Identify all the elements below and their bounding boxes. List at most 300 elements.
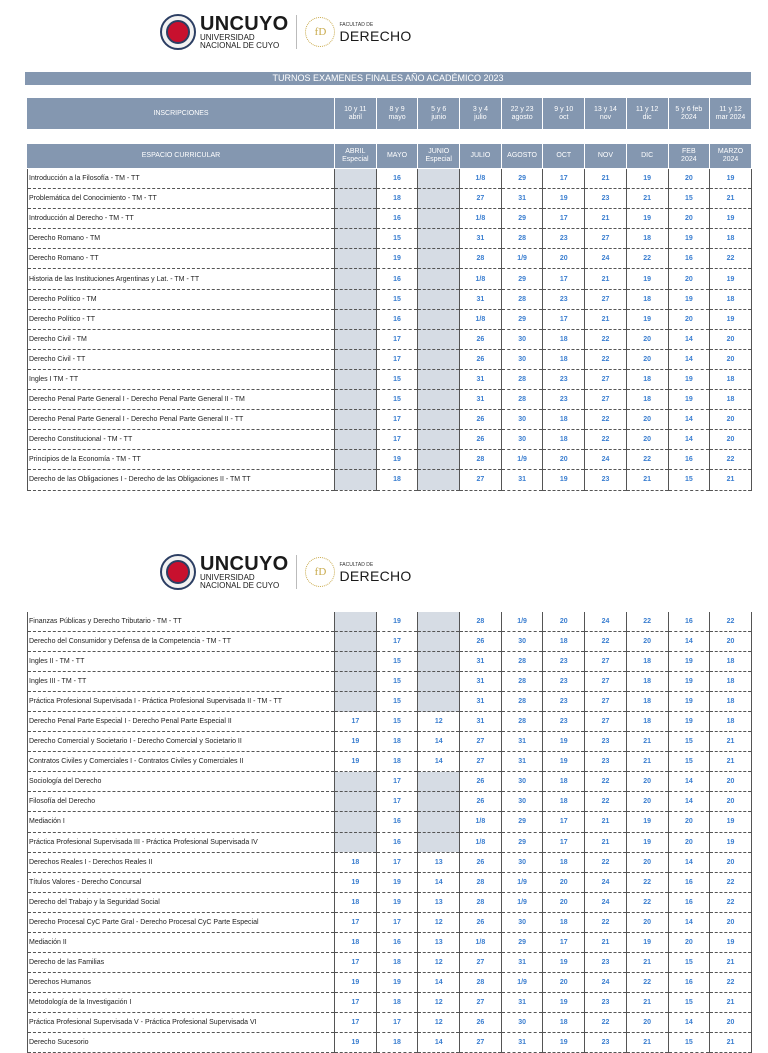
course-name: Derecho Sucesorio: [28, 1032, 335, 1052]
exam-date-cell: 20: [710, 329, 752, 349]
exam-date-cell: 24: [585, 872, 627, 892]
course-name: Derecho de las Obligaciones I - Derecho de las Obligaciones II - TM TT: [28, 470, 335, 490]
exam-date-cell: 26: [460, 430, 502, 450]
table-row: [28, 169, 752, 189]
exam-date-cell: 27: [585, 712, 627, 732]
course-name: Derecho Civil - TM: [28, 329, 335, 349]
exam-date-cell: 18: [626, 692, 668, 712]
logo-divider: [296, 555, 297, 589]
month-header-5: OCT: [543, 144, 585, 169]
exam-date-cell: 15: [668, 752, 710, 772]
exam-date-cell: 19: [543, 732, 585, 752]
exam-date-cell: 12: [418, 912, 460, 932]
table-row: [28, 892, 752, 912]
exam-date-cell: 22: [626, 450, 668, 470]
course-name: Ingles III - TM - TT: [28, 672, 335, 692]
exam-date-cell: 18: [710, 369, 752, 389]
university-seal-icon: [160, 554, 196, 590]
table-row: [28, 1032, 752, 1052]
exam-date-cell: 23: [543, 672, 585, 692]
exam-date-cell: 20: [668, 309, 710, 329]
exam-date-cell: 28: [460, 450, 502, 470]
university-brand: UNCUYO UNIVERSIDAD NACIONAL DE CUYO: [200, 553, 289, 590]
exam-date-cell: 20: [668, 932, 710, 952]
exam-date-cell: 19: [543, 1032, 585, 1052]
exam-schedule-table-1: [27, 143, 752, 491]
exam-date-cell: 18: [710, 672, 752, 692]
logo-header-page2: [160, 550, 412, 594]
exam-date-cell: 19: [626, 832, 668, 852]
exam-date-cell: [335, 309, 377, 329]
exam-date-cell: 17: [543, 832, 585, 852]
table-row: [28, 812, 752, 832]
exam-date-cell: [335, 812, 377, 832]
exam-date-cell: 18: [710, 692, 752, 712]
exam-date-cell: 1/8: [460, 209, 502, 229]
exam-date-cell: [418, 169, 460, 189]
exam-date-cell: 14: [668, 792, 710, 812]
exam-date-cell: 15: [376, 229, 418, 249]
exam-date-cell: 19: [626, 812, 668, 832]
exam-date-cell: [335, 832, 377, 852]
exam-date-cell: 20: [626, 792, 668, 812]
table-row: [28, 249, 752, 269]
exam-date-cell: 18: [376, 992, 418, 1012]
course-name: Derecho Penal Parte General I - Derecho Penal Parte General II - TM: [28, 390, 335, 410]
exam-date-cell: 18: [543, 912, 585, 932]
exam-date-cell: 16: [376, 832, 418, 852]
exam-date-cell: 14: [668, 1012, 710, 1032]
exam-date-cell: [418, 772, 460, 792]
course-name: Finanzas Públicas y Derecho Tributario - TM - TT: [28, 612, 335, 632]
exam-date-cell: 16: [668, 892, 710, 912]
university-seal-icon: [160, 14, 196, 50]
exam-date-cell: 18: [710, 390, 752, 410]
table-row: [28, 692, 752, 712]
exam-date-cell: 24: [585, 450, 627, 470]
exam-date-cell: [335, 632, 377, 652]
exam-date-cell: 24: [585, 249, 627, 269]
table-row: [28, 632, 752, 652]
exam-date-cell: 22: [585, 772, 627, 792]
course-name: Derecho del Trabajo y la Seguridad Social: [28, 892, 335, 912]
exam-date-cell: 31: [460, 369, 502, 389]
exam-date-cell: 21: [585, 269, 627, 289]
exam-date-cell: 18: [626, 672, 668, 692]
exam-date-cell: 14: [668, 632, 710, 652]
exam-date-cell: [418, 349, 460, 369]
exam-date-cell: 1/9: [501, 972, 543, 992]
course-name: Derecho del Consumidor y Defensa de la Competencia - TM - TT: [28, 632, 335, 652]
exam-date-cell: 19: [668, 289, 710, 309]
course-name: Metodología de la Investigación I: [28, 992, 335, 1012]
inscripcion-date-3: 3 y 4 julio: [460, 98, 502, 130]
table-row: [28, 289, 752, 309]
table-row: [28, 912, 752, 932]
exam-date-cell: 30: [501, 430, 543, 450]
exam-date-cell: 27: [460, 1032, 502, 1052]
espacio-curricular-header: ESPACIO CURRICULAR: [28, 144, 335, 169]
exam-date-cell: 27: [585, 390, 627, 410]
exam-date-cell: 30: [501, 792, 543, 812]
exam-date-cell: 19: [626, 269, 668, 289]
exam-date-cell: [418, 309, 460, 329]
exam-date-cell: 23: [543, 229, 585, 249]
course-name: Principios de la Economía - TM - TT: [28, 450, 335, 470]
course-name: Títulos Valores - Derecho Concursal: [28, 872, 335, 892]
exam-date-cell: [335, 249, 377, 269]
exam-date-cell: 20: [710, 772, 752, 792]
course-name: Mediación II: [28, 932, 335, 952]
exam-date-cell: 21: [585, 169, 627, 189]
month-header-8: FEB 2024: [668, 144, 710, 169]
exam-date-cell: 22: [585, 632, 627, 652]
exam-date-cell: 17: [543, 812, 585, 832]
course-name: Derecho Penal Parte General I - Derecho Penal Parte General II - TT: [28, 410, 335, 430]
exam-date-cell: 28: [501, 229, 543, 249]
month-header-2: JUNIO Especial: [418, 144, 460, 169]
inscripciones-table: [27, 97, 752, 130]
exam-date-cell: 17: [543, 209, 585, 229]
exam-date-cell: [418, 792, 460, 812]
exam-date-cell: 28: [501, 692, 543, 712]
exam-date-cell: 1/9: [501, 612, 543, 632]
exam-date-cell: 19: [335, 1032, 377, 1052]
table-row: [28, 209, 752, 229]
exam-date-cell: 18: [710, 289, 752, 309]
faculty-brand: FACULTAD DE DERECHO: [339, 21, 412, 44]
exam-date-cell: 14: [668, 852, 710, 872]
exam-date-cell: 28: [501, 289, 543, 309]
exam-date-cell: 20: [626, 852, 668, 872]
exam-date-cell: 17: [376, 852, 418, 872]
table-row: [28, 772, 752, 792]
inscripcion-date-9: 11 y 12 mar 2024: [710, 98, 752, 130]
exam-date-cell: 20: [710, 852, 752, 872]
course-name: Práctica Profesional Supervisada V - Práctica Profesional Supervisada VI: [28, 1012, 335, 1032]
course-name: Mediación I: [28, 812, 335, 832]
exam-date-cell: 18: [543, 430, 585, 450]
exam-date-cell: 15: [376, 692, 418, 712]
course-name: Derecho Comercial y Societario I - Derecho Comercial y Societario II: [28, 732, 335, 752]
exam-date-cell: 19: [376, 872, 418, 892]
exam-date-cell: 12: [418, 952, 460, 972]
exam-date-cell: 17: [376, 792, 418, 812]
exam-date-cell: 18: [376, 752, 418, 772]
table-row: [28, 932, 752, 952]
exam-date-cell: 27: [585, 289, 627, 309]
exam-date-cell: 21: [585, 812, 627, 832]
exam-date-cell: 26: [460, 912, 502, 932]
exam-date-cell: 23: [543, 369, 585, 389]
exam-date-cell: 31: [460, 652, 502, 672]
exam-date-cell: 20: [626, 349, 668, 369]
exam-date-cell: [418, 612, 460, 632]
exam-date-cell: 1/9: [501, 450, 543, 470]
exam-date-cell: 23: [585, 752, 627, 772]
exam-date-cell: 19: [335, 872, 377, 892]
exam-date-cell: 31: [460, 712, 502, 732]
exam-date-cell: 21: [626, 752, 668, 772]
exam-date-cell: 18: [376, 189, 418, 209]
exam-date-cell: 16: [376, 169, 418, 189]
exam-date-cell: 23: [585, 952, 627, 972]
inscripcion-date-1: 8 y 9 mayo: [376, 98, 418, 130]
exam-date-cell: 19: [626, 209, 668, 229]
exam-date-cell: 18: [626, 289, 668, 309]
exam-date-cell: 16: [668, 450, 710, 470]
exam-date-cell: [418, 812, 460, 832]
exam-date-cell: 16: [376, 812, 418, 832]
exam-date-cell: 17: [376, 349, 418, 369]
exam-date-cell: 31: [460, 229, 502, 249]
exam-date-cell: [335, 390, 377, 410]
exam-date-cell: 31: [501, 752, 543, 772]
exam-date-cell: 21: [626, 1032, 668, 1052]
table-row: [28, 1012, 752, 1032]
table-row: [28, 612, 752, 632]
course-name: Derecho Político - TT: [28, 309, 335, 329]
exam-date-cell: 19: [710, 832, 752, 852]
exam-date-cell: 23: [585, 1032, 627, 1052]
exam-date-cell: 28: [501, 390, 543, 410]
table-row: [28, 872, 752, 892]
exam-date-cell: 23: [543, 692, 585, 712]
exam-date-cell: 16: [668, 612, 710, 632]
exam-date-cell: 22: [626, 872, 668, 892]
exam-date-cell: 23: [543, 712, 585, 732]
exam-date-cell: [418, 189, 460, 209]
exam-date-cell: 20: [543, 872, 585, 892]
exam-date-cell: 19: [376, 612, 418, 632]
table-row: [28, 309, 752, 329]
exam-date-cell: 19: [668, 229, 710, 249]
exam-date-cell: 22: [710, 892, 752, 912]
exam-date-cell: 30: [501, 852, 543, 872]
table-row: [28, 712, 752, 732]
exam-date-cell: 21: [626, 992, 668, 1012]
exam-date-cell: 20: [710, 1012, 752, 1032]
exam-date-cell: 22: [585, 349, 627, 369]
exam-date-cell: 1/9: [501, 872, 543, 892]
course-name: Derecho Político - TM: [28, 289, 335, 309]
exam-date-cell: 19: [543, 189, 585, 209]
exam-date-cell: 17: [335, 912, 377, 932]
exam-date-cell: 20: [543, 249, 585, 269]
exam-date-cell: [335, 792, 377, 812]
table-row: [28, 832, 752, 852]
exam-date-cell: 14: [668, 430, 710, 450]
inscripcion-date-0: 10 y 11 abril: [335, 98, 377, 130]
exam-date-cell: 20: [710, 430, 752, 450]
exam-date-cell: 18: [543, 1012, 585, 1032]
exam-date-cell: 28: [460, 249, 502, 269]
exam-date-cell: 19: [710, 209, 752, 229]
course-name: Derechos Reales I - Derechos Reales II: [28, 852, 335, 872]
course-name: Ingles II - TM - TT: [28, 652, 335, 672]
exam-date-cell: 28: [460, 612, 502, 632]
exam-date-cell: 20: [543, 892, 585, 912]
exam-date-cell: 20: [626, 772, 668, 792]
exam-date-cell: 31: [501, 1032, 543, 1052]
month-header-9: MARZO 2024: [710, 144, 752, 169]
exam-date-cell: 31: [501, 952, 543, 972]
course-name: Derecho Civil - TT: [28, 349, 335, 369]
exam-date-cell: 21: [710, 752, 752, 772]
exam-date-cell: 22: [585, 329, 627, 349]
course-name: Introducción a la Filosofía - TM - TT: [28, 169, 335, 189]
exam-date-cell: 12: [418, 1012, 460, 1032]
exam-date-cell: 19: [668, 369, 710, 389]
exam-date-cell: 31: [460, 672, 502, 692]
exam-date-cell: 26: [460, 772, 502, 792]
exam-date-cell: 22: [626, 249, 668, 269]
exam-date-cell: [335, 652, 377, 672]
exam-date-cell: 28: [501, 369, 543, 389]
exam-date-cell: 27: [585, 692, 627, 712]
exam-date-cell: 19: [335, 972, 377, 992]
exam-date-cell: 22: [710, 972, 752, 992]
exam-date-cell: 19: [376, 450, 418, 470]
exam-date-cell: 28: [501, 672, 543, 692]
inscripciones-label: INSCRIPCIONES: [28, 98, 335, 130]
exam-date-cell: 14: [668, 349, 710, 369]
exam-date-cell: 19: [710, 932, 752, 952]
faculty-emblem-icon: fD: [305, 557, 335, 587]
course-name: Derechos Humanos: [28, 972, 335, 992]
exam-date-cell: 14: [668, 912, 710, 932]
exam-date-cell: 30: [501, 410, 543, 430]
exam-date-cell: 27: [460, 992, 502, 1012]
exam-date-cell: 20: [710, 410, 752, 430]
exam-date-cell: 18: [710, 652, 752, 672]
exam-date-cell: 15: [376, 289, 418, 309]
exam-date-cell: 14: [418, 872, 460, 892]
table-row: [28, 732, 752, 752]
exam-date-cell: 20: [626, 1012, 668, 1032]
exam-date-cell: [335, 612, 377, 632]
exam-date-cell: 18: [376, 732, 418, 752]
exam-date-cell: [335, 772, 377, 792]
exam-date-cell: 21: [585, 932, 627, 952]
exam-date-cell: 22: [585, 792, 627, 812]
exam-date-cell: [335, 450, 377, 470]
university-brand: UNCUYO UNIVERSIDAD NACIONAL DE CUYO: [200, 13, 289, 50]
exam-date-cell: 18: [710, 229, 752, 249]
course-name: Derecho Penal Parte Especial I - Derecho Penal Parte Especial II: [28, 712, 335, 732]
exam-date-cell: 18: [376, 952, 418, 972]
faculty-brand: FACULTAD DE DERECHO: [339, 561, 412, 584]
exam-date-cell: 21: [710, 992, 752, 1012]
exam-date-cell: 1/8: [460, 932, 502, 952]
exam-date-cell: 1/8: [460, 269, 502, 289]
exam-date-cell: 21: [710, 952, 752, 972]
exam-date-cell: 18: [543, 852, 585, 872]
course-name: Introducción al Derecho - TM - TT: [28, 209, 335, 229]
exam-date-cell: 30: [501, 329, 543, 349]
exam-date-cell: 31: [501, 470, 543, 490]
exam-date-cell: 26: [460, 792, 502, 812]
exam-schedule-table-2: [27, 612, 752, 1053]
exam-date-cell: 28: [501, 652, 543, 672]
exam-date-cell: 16: [376, 209, 418, 229]
exam-date-cell: 19: [710, 812, 752, 832]
exam-date-cell: 18: [710, 712, 752, 732]
exam-date-cell: 22: [710, 872, 752, 892]
exam-date-cell: 15: [668, 952, 710, 972]
exam-date-cell: 18: [376, 1032, 418, 1052]
exam-date-cell: 19: [710, 269, 752, 289]
exam-date-cell: 14: [668, 329, 710, 349]
month-header-4: AGOSTO: [501, 144, 543, 169]
table-row: [28, 752, 752, 772]
exam-date-cell: 22: [710, 612, 752, 632]
table-row: [28, 349, 752, 369]
exam-date-cell: 17: [543, 269, 585, 289]
exam-date-cell: 13: [418, 852, 460, 872]
exam-date-cell: [418, 410, 460, 430]
exam-date-cell: 21: [710, 732, 752, 752]
exam-date-cell: 29: [501, 832, 543, 852]
month-header-7: DIC: [626, 144, 668, 169]
exam-date-cell: 21: [626, 189, 668, 209]
exam-date-cell: 1/9: [501, 249, 543, 269]
exam-date-cell: [335, 229, 377, 249]
exam-date-cell: 23: [585, 732, 627, 752]
table-row: [28, 792, 752, 812]
exam-date-cell: 29: [501, 269, 543, 289]
exam-date-cell: 14: [418, 752, 460, 772]
exam-date-cell: 13: [418, 932, 460, 952]
exam-date-cell: 23: [585, 189, 627, 209]
exam-date-cell: 24: [585, 972, 627, 992]
exam-date-cell: 27: [585, 672, 627, 692]
inscripcion-date-4: 22 y 23 agosto: [501, 98, 543, 130]
exam-date-cell: 21: [710, 189, 752, 209]
exam-date-cell: 21: [585, 309, 627, 329]
exam-date-cell: 22: [585, 912, 627, 932]
exam-date-cell: [335, 329, 377, 349]
inscripcion-date-7: 11 y 12 dic: [626, 98, 668, 130]
exam-date-cell: 16: [376, 269, 418, 289]
exam-date-cell: 26: [460, 852, 502, 872]
table-row: [28, 329, 752, 349]
exam-date-cell: 20: [543, 450, 585, 470]
exam-date-cell: [335, 269, 377, 289]
course-name: Historia de las Instituciones Argentinas y Lat. - TM - TT: [28, 269, 335, 289]
exam-date-cell: 19: [376, 249, 418, 269]
exam-date-cell: 23: [585, 470, 627, 490]
exam-date-cell: 20: [626, 430, 668, 450]
table-row: [28, 189, 752, 209]
exam-date-cell: 28: [460, 972, 502, 992]
course-name: Problemática del Conocimiento - TM - TT: [28, 189, 335, 209]
exam-date-cell: [418, 369, 460, 389]
table-row: [28, 992, 752, 1012]
exam-date-cell: 26: [460, 410, 502, 430]
logo-divider: [296, 15, 297, 49]
exam-date-cell: [335, 430, 377, 450]
month-header-1: MAYO: [376, 144, 418, 169]
exam-date-cell: 18: [626, 369, 668, 389]
table-row: [28, 390, 752, 410]
exam-date-cell: 15: [668, 189, 710, 209]
exam-date-cell: 18: [543, 329, 585, 349]
exam-date-cell: 20: [668, 269, 710, 289]
exam-date-cell: 18: [543, 632, 585, 652]
exam-date-cell: 20: [710, 912, 752, 932]
exam-date-cell: 21: [710, 1032, 752, 1052]
